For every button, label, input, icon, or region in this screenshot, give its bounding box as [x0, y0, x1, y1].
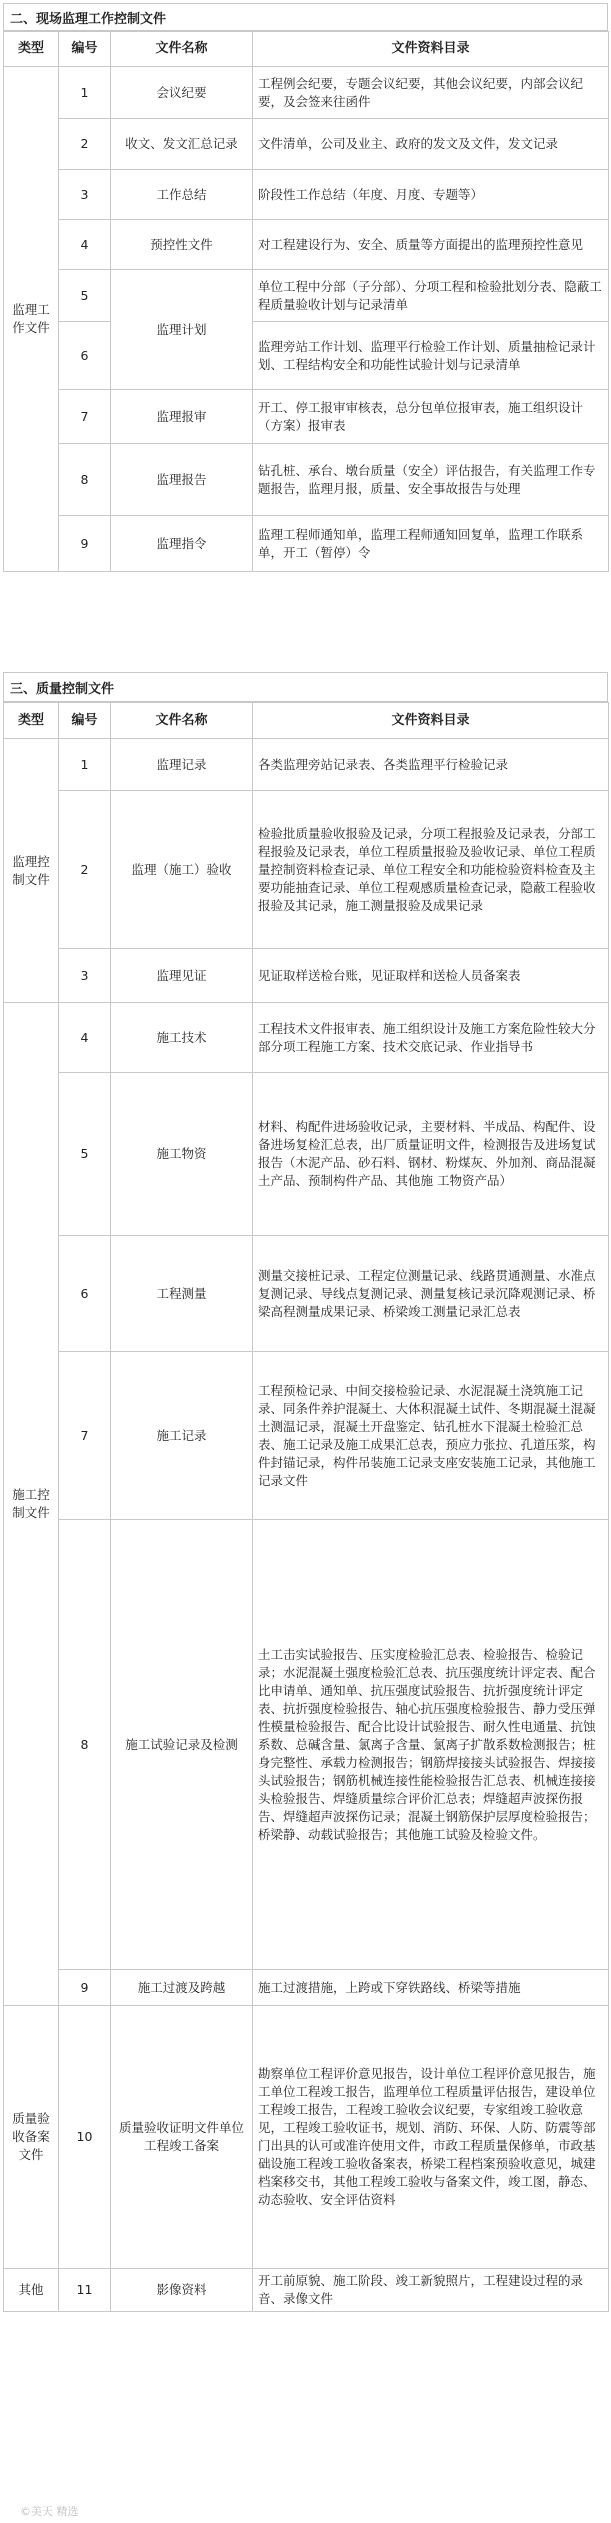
type-cell: 施工控制文件 [4, 1003, 59, 2006]
table-header-row [4, 32, 609, 67]
table-row [4, 1073, 609, 1236]
row-number: 6 [59, 322, 111, 390]
row-number: 3 [59, 949, 111, 1003]
row-number: 7 [59, 1352, 111, 1520]
row-name: 监理报审 [111, 390, 253, 444]
row-catalog: 工程例会纪要，专题会议纪要，其他会议纪要，内部会议纪要，及会签来往函件 [253, 67, 609, 119]
row-name: 收文、发文汇总记录 [111, 119, 253, 170]
row-catalog: 开工、停工报审审核表，总分包单位报审表，施工组织设计（方案）报审表 [253, 390, 609, 444]
row-name: 质量验收证明文件单位工程竣工备案 [111, 2006, 253, 2269]
row-number: 4 [59, 1003, 111, 1073]
table-row [4, 1352, 609, 1520]
table-row [4, 67, 609, 119]
row-name: 监理（施工）验收 [111, 791, 253, 949]
row-number: 11 [59, 2269, 111, 2312]
row-name: 影像资料 [111, 2269, 253, 2312]
row-number: 5 [59, 270, 111, 322]
row-number: 1 [59, 67, 111, 119]
row-catalog: 开工前原貌、施工阶段、竣工新貌照片，工程建设过程的录音、录像文件 [253, 2269, 609, 2312]
row-catalog: 单位工程中分部（子分部）、分项工程和检验批划分表、隐蔽工程质量验收计划与记录清单 [253, 270, 609, 322]
table-row [4, 949, 609, 1003]
row-catalog: 对工程建设行为、安全、质量等方面提出的监理预控性意见 [253, 220, 609, 270]
row-catalog: 工程预检记录、中间交接检验记录、水泥混凝土浇筑施工记录、同条件养护混凝土、大体积混凝土试件、冬期混凝土混凝土测温记录，混凝土开盘鉴定、钻孔桩水下混凝土检验汇总表、施工记录及施工成果汇总表，预应力张拉、孔道压浆，构件封锚记录，构件吊装施工记录支座安装施工记录，其他施工记录文件 [253, 1352, 609, 1520]
type-cell: 质量验收备案文件 [4, 2006, 59, 2269]
row-catalog: 钻孔桩、承台、墩台质量（安全）评估报告，有关监理工作专题报告，监理月报，质量、安全事故报告与处理 [253, 444, 609, 516]
row-catalog: 施工过渡措施，上跨或下穿铁路线、桥梁等措施 [253, 1970, 609, 2006]
table-row [4, 390, 609, 444]
row-catalog: 勘察单位工程评价意见报告，设计单位工程评价意见报告，施工单位工程竣工报告，监理单位工程质量评估报告，建设单位工程竣工报告，工程竣工验收会议纪要，专家组竣工验收意见，工程竣工验收证书，规划、消防、环保、人防、防震等部门出具的认可或准许使用文件，市政工程质量保修单，市政基础设施工程竣工验收备案表，桥梁工程档案预验收意见，城建档案移交书，其他工程竣工验收与备案文件，竣工图，静态、动态验收、安全评估资料 [253, 2006, 609, 2269]
row-catalog: 工程技术文件报审表、施工组织设计及施工方案危险性较大分部分项工程施工方案、技术交底记录、作业指导书 [253, 1003, 609, 1073]
header-type: 类型 [4, 32, 59, 67]
row-number: 5 [59, 1073, 111, 1236]
header-catalog: 文件资料目录 [253, 703, 609, 739]
table-row [4, 1970, 609, 2006]
type-cell: 监理工作文件 [4, 67, 59, 572]
row-name: 施工记录 [111, 1352, 253, 1520]
row-number: 2 [59, 791, 111, 949]
row-number: 7 [59, 390, 111, 444]
row-catalog: 阶段性工作总结（年度、月度、专题等） [253, 170, 609, 220]
row-catalog: 材料、构配件进场验收记录，主要材料、半成品、构配件、设备进场复检汇总表，出厂质量证明文件，检测报告及进场复试报告（木泥产品、砂石料、钢材、粉煤灰、外加剂、商品混凝土产品、预制构件产品、其他施 工物资产品） [253, 1073, 609, 1236]
row-name: 施工物资 [111, 1073, 253, 1236]
table-row [4, 2006, 609, 2269]
row-number: 9 [59, 516, 111, 572]
row-catalog: 见证取样送检台账，见证取样和送检人员备案表 [253, 949, 609, 1003]
row-name: 监理记录 [111, 739, 253, 791]
row-name: 施工技术 [111, 1003, 253, 1073]
row-number: 3 [59, 170, 111, 220]
row-number: 4 [59, 220, 111, 270]
row-name: 施工过渡及跨越 [111, 1970, 253, 2006]
header-number: 编号 [59, 703, 111, 739]
section3-title: 三、质量控制文件 [3, 672, 608, 702]
table-row [4, 270, 609, 322]
quality-control-table [3, 702, 609, 2312]
table-row [4, 170, 609, 220]
table-row [4, 516, 609, 572]
type-cell: 监理控制文件 [4, 739, 59, 1003]
row-name: 工作总结 [111, 170, 253, 220]
row-catalog: 监理工程师通知单，监理工程师通知回复单，监理工作联系单，开工（暂停）令 [253, 516, 609, 572]
row-number: 8 [59, 444, 111, 516]
table-header-row [4, 703, 609, 739]
row-catalog: 文件清单，公司及业主、政府的发文及文件，发文记录 [253, 119, 609, 170]
table-row [4, 739, 609, 791]
row-catalog: 测量交接桩记录、工程定位测量记录、线路贯通测量、水准点复测记录、导线点复测记录、测量复核记录沉降观测记录、桥梁高程测量成果记录、桥梁竣工测量记录汇总表 [253, 1236, 609, 1352]
row-number: 6 [59, 1236, 111, 1352]
type-cell: 其他 [4, 2269, 59, 2312]
section2-title: 二、现场监理工作控制文件 [3, 3, 608, 31]
table-row [4, 220, 609, 270]
row-catalog: 土工击实试验报告、压实度检验汇总表、检验报告、检验记录；水泥混凝土强度检验汇总表、抗压强度统计评定表、配合比申请单、通知单、抗压强度试验报告、抗折强度统计评定表、抗折强度检验报告、轴心抗压强度检验报告、静力受压弹性模量检验报告、配合比设计试验报告、耐久性电通量、抗蚀系数、总碱含量、氯离子含量、氯离子扩散系数检测报告；桩身完整性、承载力检测报告；钢筋焊接接头试验报告、焊接接头试验报告；钢筋机械连接性能检验报告汇总表、机械连接接头检验报告、焊缝质量综合评价汇总表；焊缝超声波探伤报告、焊缝超声波探伤记录；混凝土钢筋保护层厚度检验报告；桥梁静、动载试验报告；其他施工试验及检验文件。 [253, 1520, 609, 1970]
row-number: 10 [59, 2006, 111, 2269]
table-row [4, 1520, 609, 1970]
row-number: 8 [59, 1520, 111, 1970]
header-catalog: 文件资料目录 [253, 32, 609, 67]
table-row [4, 119, 609, 170]
table-row [4, 322, 609, 390]
row-number: 9 [59, 1970, 111, 2006]
row-name: 监理报告 [111, 444, 253, 516]
header-name: 文件名称 [111, 703, 253, 739]
table-row [4, 791, 609, 949]
row-name: 监理指令 [111, 516, 253, 572]
row-catalog: 各类监理旁站记录表、各类监理平行检验记录 [253, 739, 609, 791]
table-row [4, 1003, 609, 1073]
table-row [4, 2269, 609, 2312]
row-number: 2 [59, 119, 111, 170]
table-row [4, 1236, 609, 1352]
row-name: 监理计划 [111, 270, 253, 390]
row-name: 施工试验记录及检测 [111, 1520, 253, 1970]
supervision-work-table [3, 31, 609, 572]
row-number: 1 [59, 739, 111, 791]
row-name: 监理见证 [111, 949, 253, 1003]
row-catalog: 检验批质量验收报验及记录，分项工程报验及记录表，分部工程报验及记录表，单位工程质量报验及验收记录、单位工程质量控制资料检查记录、单位工程安全和功能检验资料检查及主要功能抽查记录、单位工程观感质量检查记录，隐蔽工程验收报验及其记录，施工测量报验及成果记录 [253, 791, 609, 949]
table-row [4, 444, 609, 516]
header-type: 类型 [4, 703, 59, 739]
header-name: 文件名称 [111, 32, 253, 67]
row-name: 工程测量 [111, 1236, 253, 1352]
row-catalog: 监理旁站工作计划、监理平行检验工作计划、质量抽检记录计划、工程结构安全和功能性试验计划与记录清单 [253, 322, 609, 390]
row-name: 会议纪要 [111, 67, 253, 119]
watermark: ©美天 精选 [20, 2505, 79, 2518]
header-number: 编号 [59, 32, 111, 67]
row-name: 预控性文件 [111, 220, 253, 270]
